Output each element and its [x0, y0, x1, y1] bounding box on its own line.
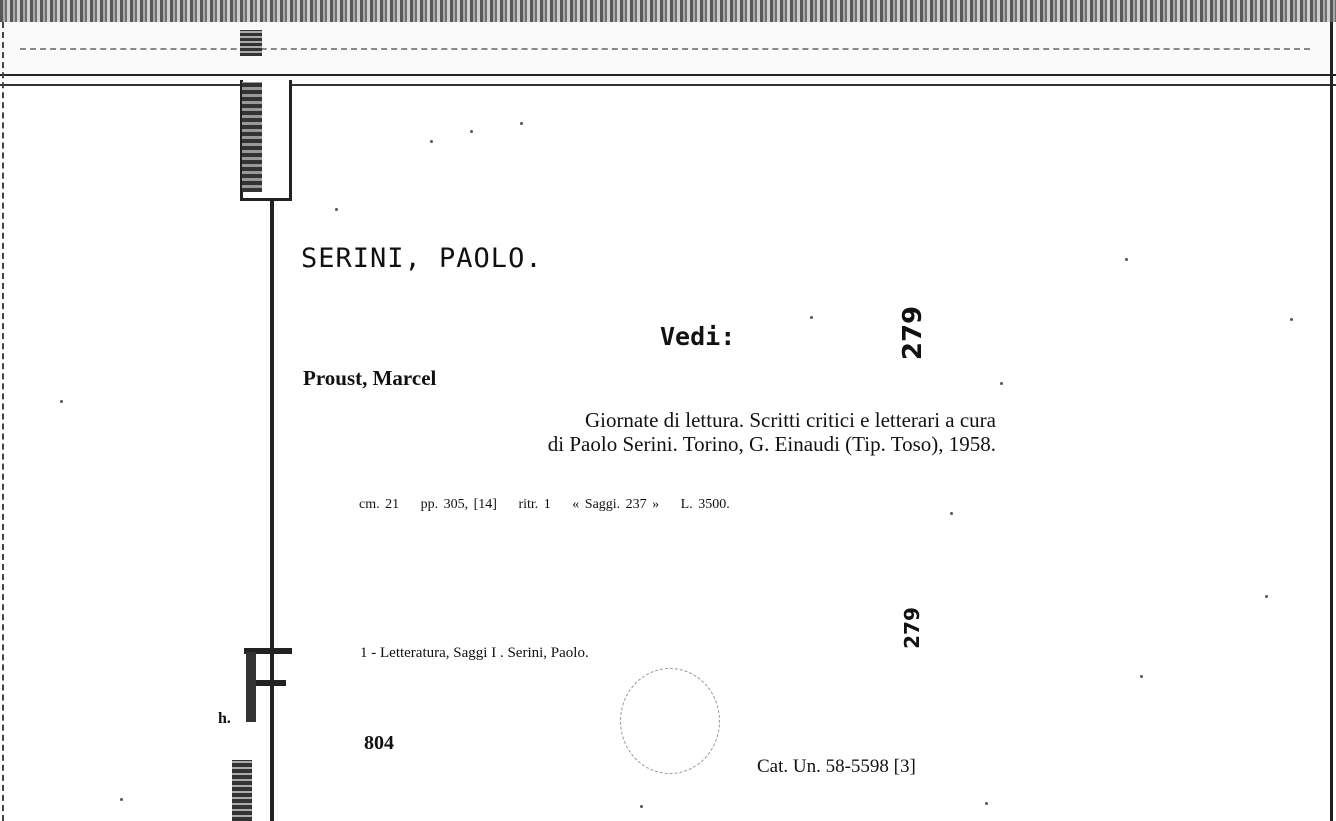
card-clip-bar [246, 652, 256, 722]
scan-right-edge [1330, 22, 1333, 821]
collation-pages: pp. 305, [14] [420, 497, 497, 512]
catalog-union-number: Cat. Un. 58-5598 [3] [757, 756, 916, 777]
speck [950, 512, 953, 515]
card-heading: SERINI, PAOLO. [301, 243, 543, 274]
scan-dashed-line [20, 48, 1310, 50]
author-entry: Proust, Marcel [303, 366, 437, 390]
stamp-number-bottom: 279 [899, 607, 924, 649]
speck [520, 122, 523, 125]
title-description [336, 408, 996, 456]
subject-tracings: 1 - Letteratura, Saggi I . Serini, Paolo. [360, 645, 589, 661]
speck [430, 140, 433, 143]
scan-noise-top [0, 0, 1336, 22]
scan-left-edge [2, 22, 4, 821]
collation-price: L. 3500. [680, 497, 730, 512]
clip-letter: h. [218, 710, 231, 727]
speck [640, 805, 643, 808]
punch-circle-mark [620, 668, 720, 774]
speck [985, 802, 988, 805]
speck [470, 130, 473, 133]
card-top-rule [0, 74, 1336, 76]
collation-series: « Saggi. 237 » [572, 497, 660, 512]
collation-line [359, 497, 746, 513]
card-punch-slot-fill [242, 82, 262, 192]
card-tab-bottom [232, 760, 252, 821]
speck [1265, 595, 1268, 598]
stamp-number-top: 279 [898, 305, 929, 361]
scan-top-band [0, 22, 1336, 82]
card-number: 804 [364, 732, 394, 754]
card-clip-arm [256, 680, 286, 686]
see-reference-label: Vedi: [660, 322, 736, 351]
title-line-1: Giornate di lettura. Scritti critici e letterari a cura [584, 408, 996, 432]
speck [1140, 675, 1143, 678]
title-line-2: di Paolo Serini. Torino, G. Einaudi (Tip. Toso), 1958. [547, 432, 996, 456]
speck [120, 798, 123, 801]
card-tab-top [240, 30, 262, 56]
speck [1000, 382, 1003, 385]
speck [1125, 258, 1128, 261]
speck [335, 208, 338, 211]
speck [810, 316, 813, 319]
card-top-rule-2 [0, 84, 1336, 86]
speck [60, 400, 63, 403]
collation-portrait: ritr. 1 [518, 497, 551, 512]
collation-size: cm. 21 [359, 497, 400, 512]
speck [1290, 318, 1293, 321]
